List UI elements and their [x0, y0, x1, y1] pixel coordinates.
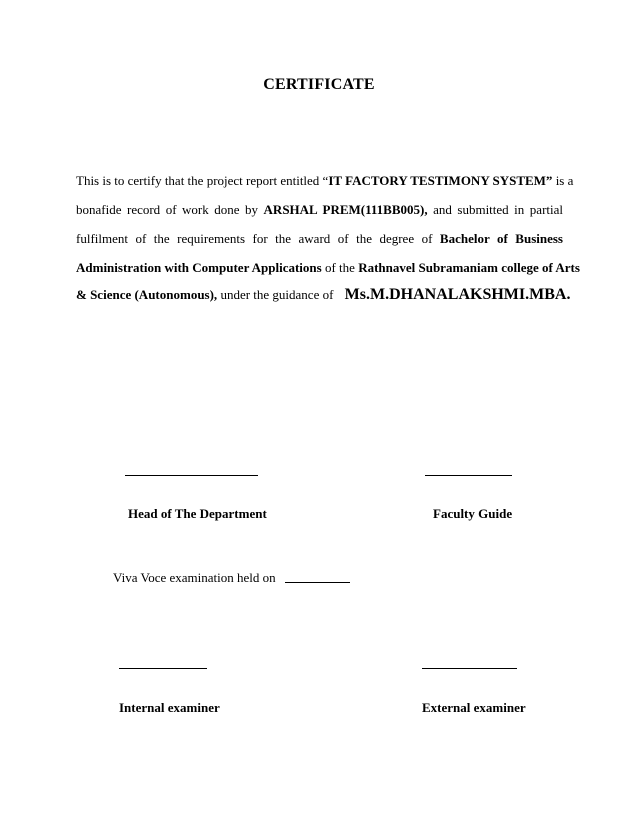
viva-voce-label: Viva Voce examination held on	[113, 570, 276, 585]
hod-label: Head of The Department	[128, 506, 267, 521]
internal-signature-line	[119, 668, 207, 669]
text-segment: is a	[552, 173, 574, 188]
guide-name: Ms.M.DHANALAKSHMI.MBA.	[344, 286, 571, 303]
guide-label: Faculty Guide	[433, 506, 513, 521]
project-title: IT FACTORY TESTIMONY SYSTEM”	[328, 173, 553, 188]
degree-name-part-2: Administration with Computer Applications	[76, 260, 322, 275]
college-name-part-1: Rathnavel Subramaniam college of Arts	[358, 260, 580, 275]
guide-signature-line	[425, 475, 512, 476]
student-name: ARSHAL PREM(111BB005),	[263, 202, 428, 217]
text-segment: and submitted in partial	[427, 202, 564, 217]
hod-signature-line	[125, 475, 258, 476]
certificate-title: CERTIFICATE	[263, 76, 375, 93]
text-segment: under the guidance of	[217, 287, 337, 302]
paragraph-line-3	[76, 231, 563, 247]
degree-name-part-1: Bachelor of Business	[439, 231, 563, 246]
text-segment: of the	[321, 260, 359, 275]
paragraph-line-5	[76, 286, 571, 304]
viva-date-blank	[285, 582, 350, 583]
external-signature-line	[422, 668, 517, 669]
paragraph-line-2	[76, 202, 563, 218]
paragraph-line-4	[76, 260, 580, 276]
text-segment: This is to certify that the project report entitled “	[76, 173, 329, 188]
text-segment: bonafide record of work done by	[76, 202, 264, 217]
college-name-part-2: & Science (Autonomous),	[76, 287, 218, 302]
external-examiner-label: External examiner	[422, 700, 526, 715]
paragraph-line-1	[76, 173, 574, 189]
internal-examiner-label: Internal examiner	[119, 700, 220, 715]
text-segment: fulfilment of the requirements for the award of the degree of	[76, 231, 440, 246]
